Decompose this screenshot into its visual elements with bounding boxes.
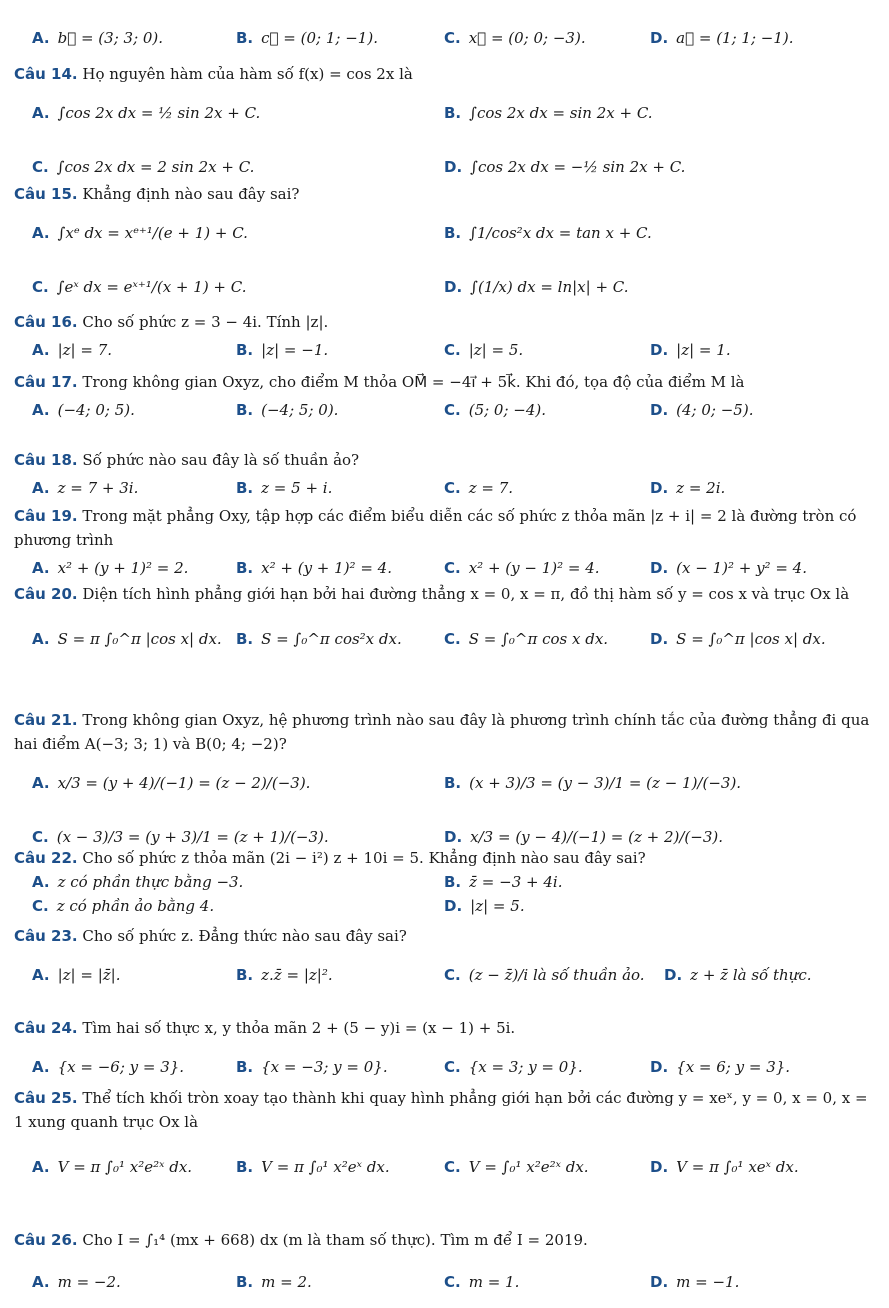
question-20 — [14, 582, 879, 672]
question-21 — [14, 708, 879, 864]
option-c: C. ∫eˣ dx = eˣ⁺¹/(x + 1) + C. — [32, 278, 247, 296]
option-b: B. S = ∫₀^π cos²x dx. — [236, 630, 402, 648]
question-26 — [14, 1228, 879, 1298]
option-c: C. ∫cos 2x dx = 2 sin 2x + C. — [32, 158, 255, 176]
question-16 — [14, 310, 879, 366]
option-d: D. z + z̄ là số thực. — [664, 966, 812, 984]
option-c: C. S = ∫₀^π cos x dx. — [444, 630, 609, 648]
options-row — [14, 948, 879, 1002]
options-row — [14, 606, 879, 672]
option-d: D. a⃗ = (1; 1; −1). — [650, 29, 794, 47]
option-a: A. z có phần thực bằng −3. — [32, 873, 244, 891]
option-b: B. z̄ = −3 + 4i. — [444, 873, 563, 891]
question-23 — [14, 924, 879, 1002]
question-stem: Câu 16. Cho số phức z = 3 − 4i. Tính |z|. — [14, 313, 329, 331]
option-a: A. m = −2. — [32, 1273, 121, 1291]
option-c: C. (5; 0; −4). — [444, 401, 547, 419]
options-row — [14, 1266, 879, 1298]
question-19 — [14, 504, 879, 584]
option-c: C. m = 1. — [444, 1273, 520, 1291]
question-17 — [14, 370, 879, 426]
option-c: C. z = 7. — [444, 479, 514, 497]
question-stem: Câu 17. Trong không gian Oxyz, cho điểm M thỏa OM⃗ = −4i⃗ + 5k⃗. Khi đó, tọa độ của điểm M là — [14, 373, 745, 391]
option-c: C. (x − 3)/3 = (y + 3)/1 = (z + 1)/(−3). — [32, 828, 329, 846]
option-c: C. x² + (y − 1)² = 4. — [444, 559, 600, 577]
option-c: C. |z| = 5. — [444, 341, 524, 359]
option-b: B. c⃗ = (0; 1; −1). — [236, 29, 378, 47]
question-22 — [14, 846, 879, 918]
option-a: A. |z| = 7. — [32, 341, 113, 359]
options-row — [14, 22, 879, 54]
option-b: B. |z| = −1. — [236, 341, 329, 359]
question-stem: Câu 22. Cho số phức z thỏa mãn (2i − i²) z + 10i = 5. Khẳng định nào sau đây sai? — [14, 849, 646, 867]
option-d: D. m = −1. — [650, 1273, 740, 1291]
options-row — [14, 894, 879, 918]
question-25 — [14, 1086, 879, 1200]
option-b: B. V = π ∫₀¹ x²eˣ dx. — [236, 1158, 390, 1176]
option-a: A. S = π ∫₀^π |cos x| dx. — [32, 630, 222, 648]
option-d: D. ∫cos 2x dx = −½ sin 2x + C. — [444, 158, 686, 176]
question-15 — [14, 182, 879, 314]
question-stem: Câu 23. Cho số phức z. Đẳng thức nào sau đây sai? — [14, 927, 407, 945]
option-a: A. x/3 = (y + 4)/(−1) = (z − 2)/(−3). — [32, 774, 311, 792]
options-row — [14, 206, 879, 260]
question-stem: Câu 20. Diện tích hình phẳng giới hạn bởi hai đường thẳng x = 0, x = π, đồ thị hàm số y = cos x và trục Ox là — [14, 585, 850, 603]
option-a: A. V = π ∫₀¹ x²e²ˣ dx. — [32, 1158, 193, 1176]
option-b: B. z.z̄ = |z|². — [236, 966, 333, 984]
question-14 — [14, 62, 879, 194]
option-a: A. x² + (y + 1)² = 2. — [32, 559, 189, 577]
option-c: C. z có phần ảo bằng 4. — [32, 897, 215, 915]
option-b: B. x² + (y + 1)² = 4. — [236, 559, 392, 577]
option-d: D. V = π ∫₀¹ xeˣ dx. — [650, 1158, 799, 1176]
option-c: C. {x = 3; y = 0}. — [444, 1058, 583, 1076]
option-a: A. |z| = |z̄|. — [32, 966, 121, 984]
options-row — [14, 1134, 879, 1200]
option-d: D. x/3 = (y − 4)/(−1) = (z + 2)/(−3). — [444, 828, 724, 846]
option-d: D. |z| = 5. — [444, 897, 525, 915]
option-a: A. {x = −6; y = 3}. — [32, 1058, 185, 1076]
option-d: D. (4; 0; −5). — [650, 401, 754, 419]
option-d: D. {x = 6; y = 3}. — [650, 1058, 791, 1076]
options-row — [14, 394, 879, 426]
options-row — [14, 756, 879, 810]
option-d: D. S = ∫₀^π |cos x| dx. — [650, 630, 826, 648]
question-stem: Câu 14. Họ nguyên hàm của hàm số f(x) = cos 2x là — [14, 65, 413, 83]
option-b: B. (x + 3)/3 = (y − 3)/1 = (z − 1)/(−3). — [444, 774, 742, 792]
options-row — [14, 870, 879, 894]
question-stem: Câu 21. Trong không gian Oxyz, hệ phương trình nào sau đây là phương trình chính tắc của đường thẳng đi qua hai điểm A(−3; 3; 1) và B(0; 4; −2)? — [14, 711, 870, 753]
option-a: A. ∫cos 2x dx = ½ sin 2x + C. — [32, 104, 261, 122]
option-c: C. V = ∫₀¹ x²e²ˣ dx. — [444, 1158, 589, 1176]
option-b: B. (−4; 5; 0). — [236, 401, 339, 419]
option-d: D. (x − 1)² + y² = 4. — [650, 559, 807, 577]
question-13 — [14, 22, 879, 54]
question-stem: Câu 26. Cho I = ∫₁⁴ (mx + 668) dx (m là tham số thực). Tìm m để I = 2019. — [14, 1231, 588, 1249]
options-row — [14, 552, 879, 584]
option-b: B. {x = −3; y = 0}. — [236, 1058, 388, 1076]
option-d: D. ∫(1/x) dx = ln|x| + C. — [444, 278, 629, 296]
option-b: B. m = 2. — [236, 1273, 312, 1291]
option-b: B. ∫cos 2x dx = sin 2x + C. — [444, 104, 653, 122]
question-stem: Câu 19. Trong mặt phẳng Oxy, tập hợp các điểm biểu diễn các số phức z thỏa mãn |z + i| = 2 là đường tròn có phương trình — [14, 507, 857, 549]
option-a: A. z = 7 + 3i. — [32, 479, 139, 497]
options-row — [14, 472, 879, 504]
option-a: A. (−4; 0; 5). — [32, 401, 135, 419]
question-stem: Câu 18. Số phức nào sau đây là số thuần ảo? — [14, 451, 360, 469]
options-row — [14, 334, 879, 366]
question-24 — [14, 1016, 879, 1094]
question-stem: Câu 25. Thể tích khối tròn xoay tạo thành khi quay hình phẳng giới hạn bởi các đường y = xeˣ, y = 0, x = 0, x = 1 xung quanh trục Ox là — [14, 1089, 868, 1131]
options-row — [14, 86, 879, 140]
option-d: D. |z| = 1. — [650, 341, 731, 359]
question-stem: Câu 15. Khẳng định nào sau đây sai? — [14, 185, 300, 203]
options-row — [14, 260, 879, 314]
question-18 — [14, 448, 879, 504]
option-b: B. ∫1/cos²x dx = tan x + C. — [444, 224, 652, 242]
option-c: C. x⃗ = (0; 0; −3). — [444, 29, 586, 47]
option-c: C. (z − z̄)/i là số thuần ảo. — [444, 966, 645, 984]
option-d: D. z = 2i. — [650, 479, 726, 497]
option-a: A. ∫xᵉ dx = xᵉ⁺¹/(e + 1) + C. — [32, 224, 248, 242]
option-b: B. z = 5 + i. — [236, 479, 333, 497]
option-a: A. b⃗ = (3; 3; 0). — [32, 29, 164, 47]
question-stem: Câu 24. Tìm hai số thực x, y thỏa mãn 2 + (5 − y)i = (x − 1) + 5i. — [14, 1019, 516, 1037]
